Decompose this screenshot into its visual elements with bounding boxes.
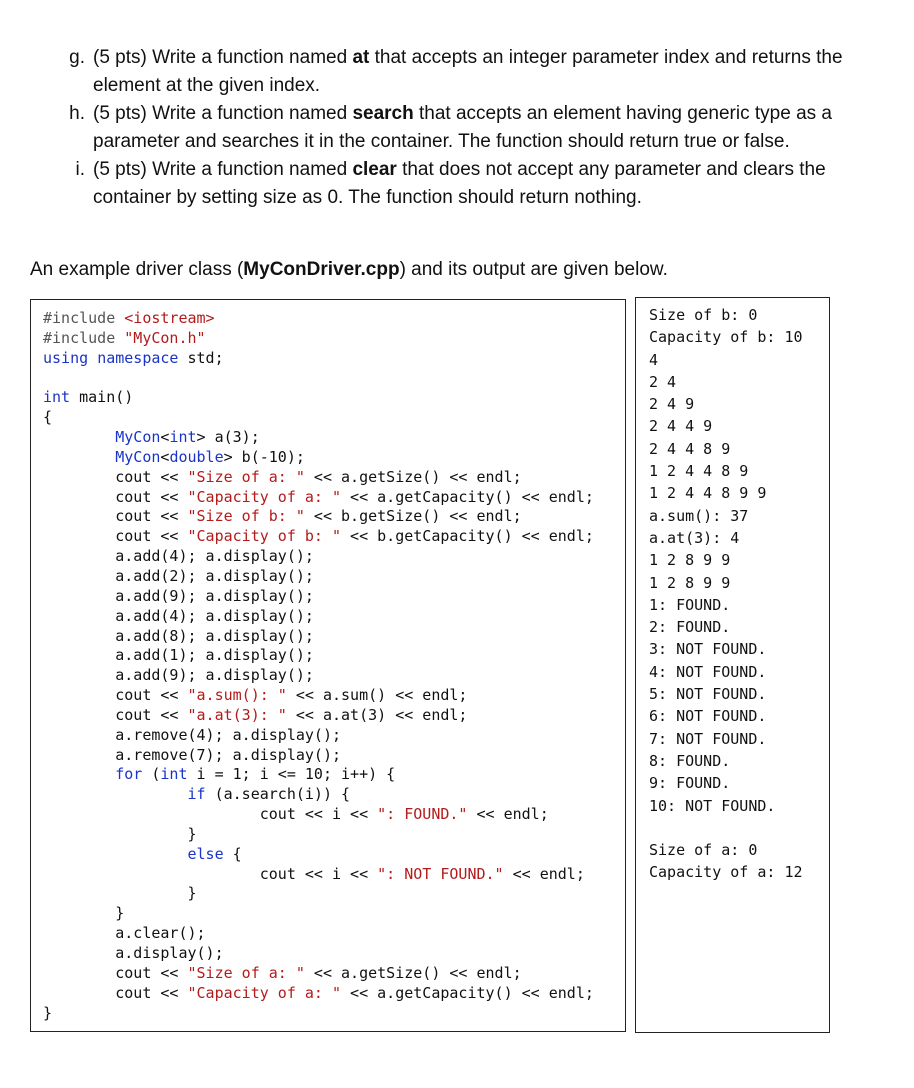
code-line: a.add(8); a.display(); — [115, 626, 314, 645]
function-name: at — [352, 47, 370, 68]
output-line: Capacity of a: 12 — [649, 863, 803, 882]
code-line: cout << i << ": NOT FOUND." << endl; — [43, 864, 585, 883]
code-line: cout << "Size of a: " << a.getSize() << endl; — [43, 467, 522, 486]
driver-filename: MyConDriver.cpp — [243, 259, 400, 280]
question-text: (5 pts) Write a function named search that accepts an element having generic type as a parameter and searches it in the container. The function should return true or false. — [93, 103, 832, 152]
code-line: cout << "Size of a: " << a.getSize() << endl; — [43, 963, 522, 982]
output-line: 7: NOT FOUND. — [649, 729, 767, 748]
code-line: a.add(1); a.display(); — [115, 646, 314, 665]
function-name: search — [352, 103, 414, 124]
function-name: clear — [352, 159, 397, 180]
code-line: a.add(9); a.display(); — [115, 586, 314, 605]
program-output — [649, 304, 803, 884]
code-line: } — [187, 884, 197, 903]
output-line: 2 4 4 8 9 — [649, 439, 731, 458]
output-line: a.sum(): 37 — [649, 506, 749, 525]
output-line: 10: NOT FOUND. — [649, 796, 776, 815]
output-line: 4: NOT FOUND. — [649, 662, 767, 681]
output-box — [635, 297, 830, 1033]
code-line: } — [187, 824, 197, 843]
code-line: cout << "a.sum(): " << a.sum() << endl; — [43, 686, 468, 705]
code-line: int main() — [43, 388, 134, 407]
question-text: (5 pts) Write a function named at that accepts an integer parameter index and returns the element at the given index. — [93, 47, 843, 96]
code-line: a.add(9); a.display(); — [115, 666, 314, 685]
output-line: 4 — [649, 350, 659, 369]
code-line: a.remove(4); a.display(); — [115, 725, 342, 744]
code-line: cout << "Capacity of a: " << a.getCapacity() << endl; — [43, 983, 594, 1002]
question-g — [55, 44, 895, 100]
output-line: 3: NOT FOUND. — [649, 640, 767, 659]
output-line: 9: FOUND. — [649, 774, 731, 793]
code-line: a.remove(7); a.display(); — [115, 745, 342, 764]
output-line: 2 4 4 9 — [649, 417, 713, 436]
output-line: 8: FOUND. — [649, 751, 731, 770]
output-line: 2 4 9 — [649, 395, 695, 414]
output-line: 2: FOUND. — [649, 618, 731, 637]
output-line: 2 4 — [649, 372, 677, 391]
code-line: { — [43, 408, 53, 427]
output-line: 1 2 8 9 9 — [649, 573, 731, 592]
question-text: (5 pts) Write a function named clear that does not accept any parameter and clears the container by setting size as 0. The function should return nothing. — [93, 159, 826, 208]
output-line: Size of b: 0 — [649, 306, 758, 324]
code-line: MyCon<int> a(3); — [115, 428, 260, 447]
output-line: 1: FOUND. — [649, 595, 731, 614]
question-letter: h. — [69, 103, 85, 124]
code-line: #include "MyCon.h" — [43, 328, 206, 347]
output-line: 6: NOT FOUND. — [649, 707, 767, 726]
question-letter: i. — [75, 159, 85, 180]
code-line: cout << "Capacity of b: " << b.getCapacity() << endl; — [43, 527, 594, 546]
output-line: 1 2 4 4 8 9 9 — [649, 484, 767, 503]
code-line: a.display(); — [115, 944, 224, 962]
code-line: a.add(2); a.display(); — [115, 566, 314, 585]
code-listing — [43, 309, 594, 1023]
output-line: 1 2 8 9 9 — [649, 551, 731, 570]
output-line: Capacity of b: 10 — [649, 328, 803, 347]
code-box — [30, 299, 626, 1032]
code-line: a.add(4); a.display(); — [115, 547, 314, 566]
code-line: cout << "Size of b: " << b.getSize() << endl; — [43, 507, 522, 526]
code-line: else { — [187, 844, 242, 863]
code-line: a.clear(); — [115, 924, 206, 943]
code-line: cout << i << ": FOUND." << endl; — [43, 805, 549, 824]
question-letter: g. — [69, 47, 85, 68]
code-line: } — [115, 904, 125, 923]
code-line: a.add(4); a.display(); — [115, 606, 314, 625]
question-h — [55, 100, 895, 156]
code-line: cout << "a.at(3): " << a.at(3) << endl; — [43, 705, 468, 724]
code-line: MyCon<double> b(-10); — [115, 447, 305, 466]
driver-intro: An example driver class (MyConDriver.cpp) and its output are given below. — [30, 259, 668, 280]
code-line: #include <iostream> — [43, 309, 215, 327]
question-i — [55, 156, 895, 212]
code-line: cout << "Capacity of a: " << a.getCapacity() << endl; — [43, 487, 594, 506]
output-line — [649, 817, 803, 839]
output-line: 5: NOT FOUND. — [649, 685, 767, 704]
output-line: Size of a: 0 — [649, 841, 758, 860]
output-line: a.at(3): 4 — [649, 528, 740, 547]
code-line: } — [43, 1003, 53, 1022]
question-list — [55, 44, 895, 212]
code-line: if (a.search(i)) { — [187, 785, 351, 804]
code-line: using namespace std; — [43, 348, 224, 367]
code-line: for (int i = 1; i <= 10; i++) { — [115, 765, 396, 784]
output-line: 1 2 4 4 8 9 — [649, 462, 749, 481]
